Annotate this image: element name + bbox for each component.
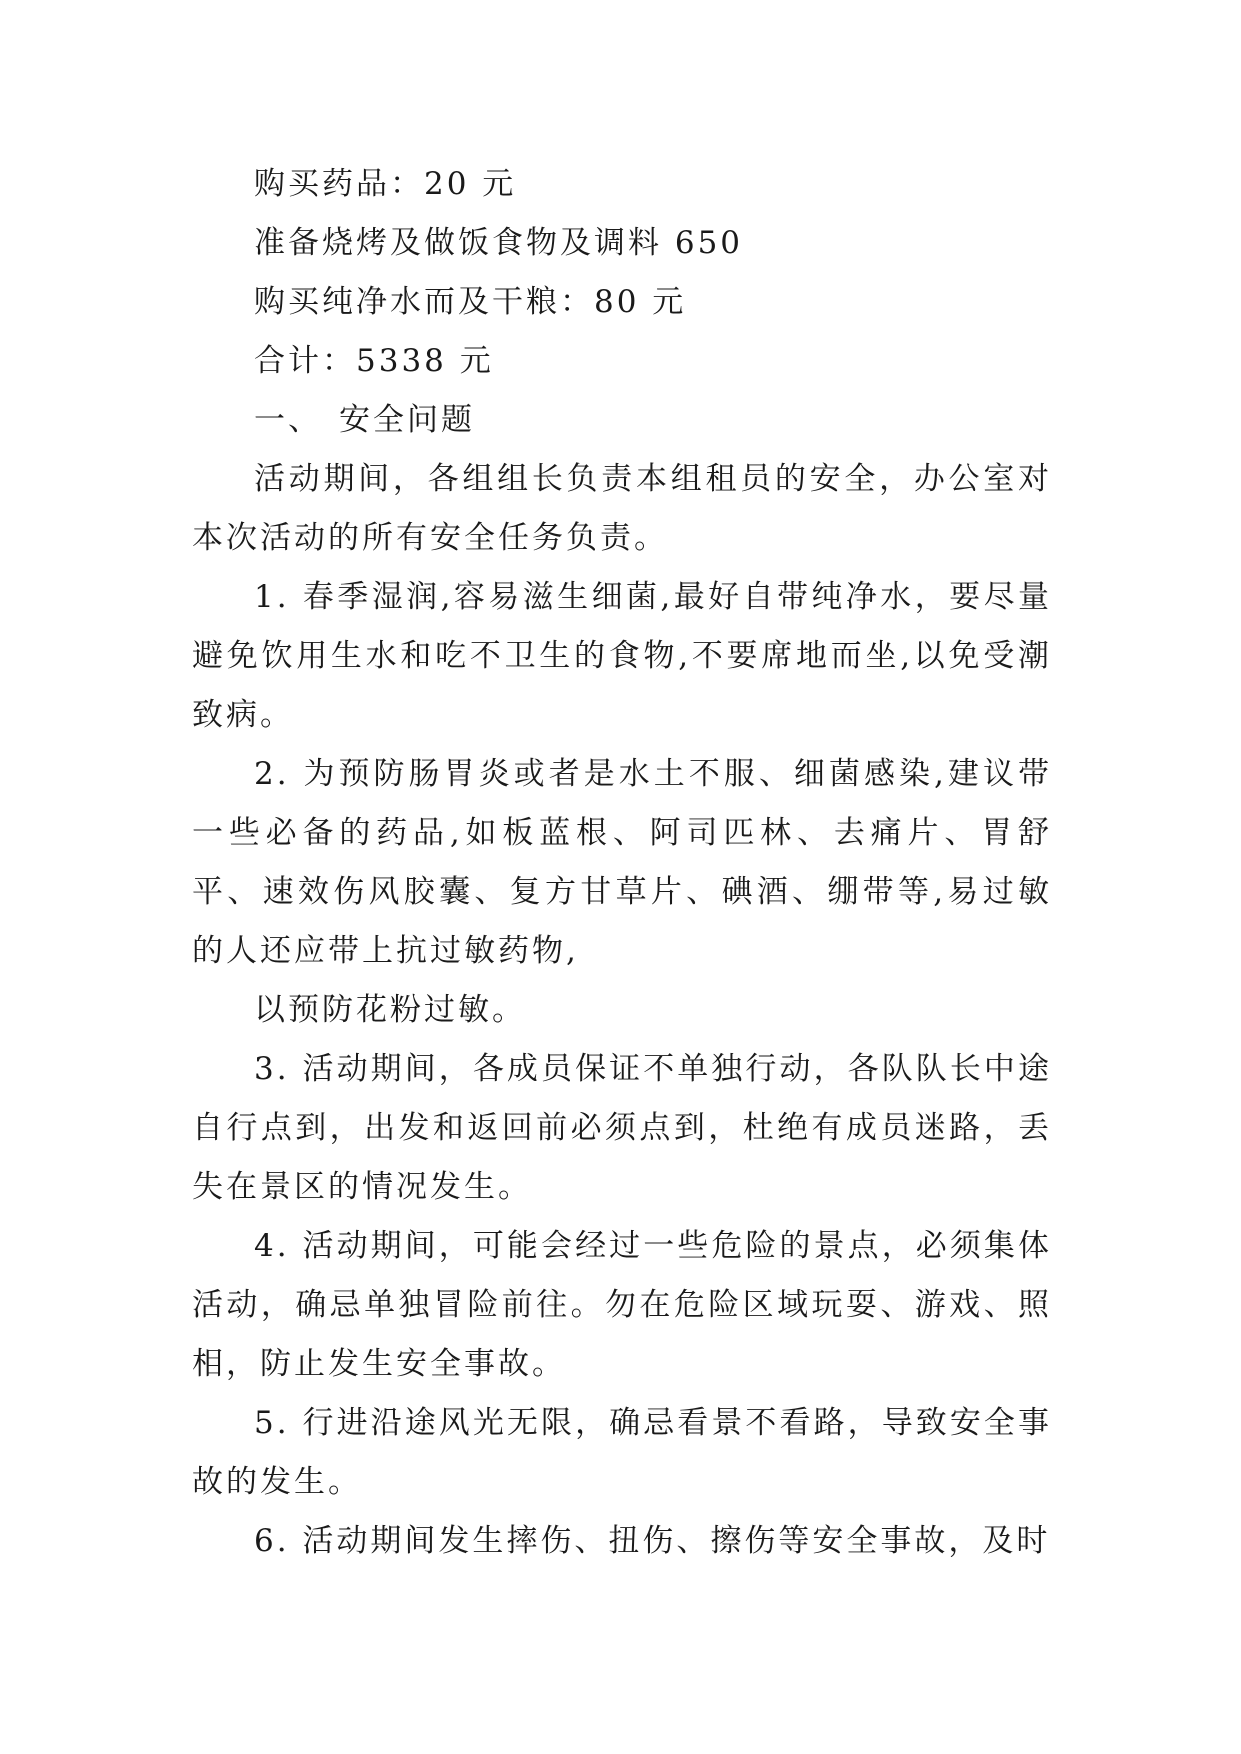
document-body (192, 155, 1052, 1571)
paragraph-intro: 活动期间，各组组长负责本组租员的安全，办公室对本次活动的所有安全任务负责。 (192, 461, 1052, 556)
section-title: 安全问题 (339, 402, 475, 438)
paragraph-item-6: 6. 活动期间发生摔伤、扭伤、擦伤等安全事故，及时 (254, 1523, 1051, 1559)
paragraph-item-3: 3. 活动期间，各成员保证不单独行动，各队队长中途自行点到，出发和返回前必须点到，杜绝有成员迷路，丢失在景区的情况发生。 (192, 1051, 1052, 1205)
paragraph-item-4: 4. 活动期间，可能会经过一些危险的景点，必须集体活动，确忌单独冒险前往。勿在危险区域玩耍、游戏、照相，防止发生安全事故。 (192, 1228, 1052, 1382)
budget-medicine: 购买药品：20 元 (254, 166, 517, 202)
budget-water: 购买纯净水而及干粮：80 元 (254, 284, 687, 320)
section-heading (192, 391, 1052, 450)
section-number: 一、 (254, 402, 322, 438)
paragraph-item-2: 2. 为预防肠胃炎或者是水土不服、细菌感染,建议带一些必备的药品,如板蓝根、阿司匹林、去痛片、胃舒平、速效伤风胶囊、复方甘草片、碘酒、绷带等,易过敏的人还应带上抗过敏药物, (192, 756, 1052, 969)
budget-total: 合计：5338 元 (254, 343, 494, 379)
paragraph-item-5: 5. 行进沿途风光无限，确忌看景不看路，导致安全事故的发生。 (192, 1405, 1052, 1500)
paragraph-item-2-continued: 以预防花粉过敏。 (254, 992, 526, 1028)
paragraph-item-1: 1. 春季湿润,容易滋生细菌,最好自带纯净水，要尽量避免饮用生水和吃不卫生的食物,不要席地而坐,以免受潮致病。 (192, 579, 1052, 733)
budget-food: 准备烧烤及做饭食物及调料 650 (254, 225, 744, 261)
